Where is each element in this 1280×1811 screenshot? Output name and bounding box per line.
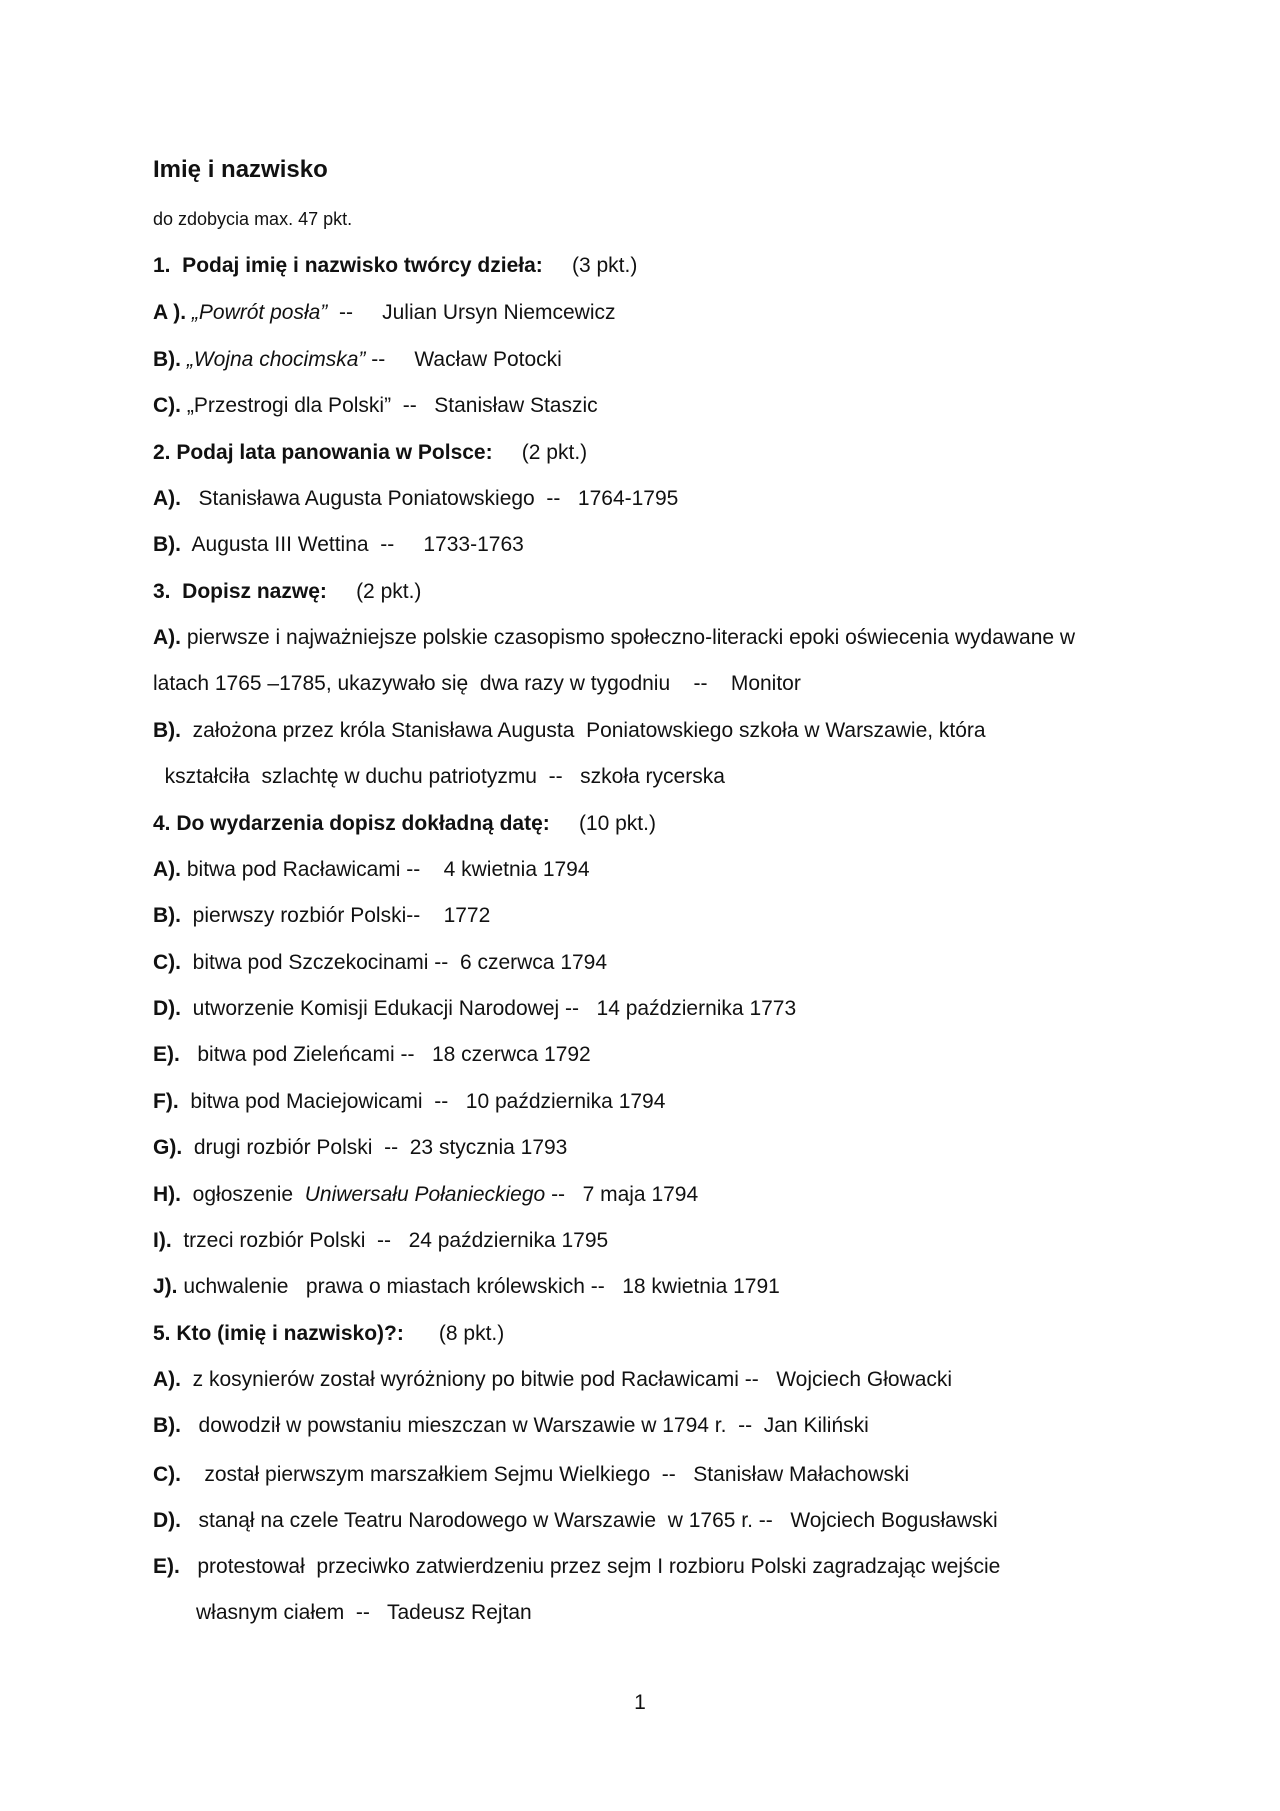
question-1-item-b: B). „Wojna chocimska” -- Wacław Potocki [153, 348, 562, 371]
question-4-item-i: I). trzeci rozbiór Polski -- 24 października 1795 [153, 1229, 609, 1252]
question-1-item-a: A ). „Powrót posła” -- Julian Ursyn Niemcewicz [153, 301, 616, 324]
question-2-item-a: A). Stanisława Augusta Poniatowskiego -- 1764-1795 [153, 487, 679, 510]
question-1-heading: 1. Podaj imię i nazwisko twórcy dzieła: (3 pkt.) [153, 254, 638, 277]
question-4-heading: 4. Do wydarzenia dopisz dokładną datę: (10 pkt.) [153, 812, 656, 835]
question-3-item-b-line2: kształciła szlachtę w duchu patriotyzmu -- szkoła rycerska [164, 765, 725, 788]
question-3-item-a-line1: A). pierwsze i najważniejsze polskie czasopismo społeczno-literacki epoki oświecenia wydawane w [153, 626, 1076, 649]
question-4-item-e: E). bitwa pod Zieleńcami -- 18 czerwca 1792 [153, 1043, 591, 1066]
question-1-item-c: C). „Przestrogi dla Polski” -- Stanisław Staszic [153, 394, 598, 417]
question-5-item-e-line1: E). protestował przeciwko zatwierdzeniu przez sejm I rozbioru Polski zagradzając wejście [153, 1555, 1001, 1578]
question-3-heading: 3. Dopisz nazwę: (2 pkt.) [153, 580, 422, 603]
question-5-item-b: B). dowodził w powstaniu mieszczan w Warszawie w 1794 r. -- Jan Kiliński [153, 1414, 869, 1437]
question-4-item-d: D). utworzenie Komisji Edukacji Narodowej -- 14 października 1773 [153, 997, 797, 1020]
question-2-heading: 2. Podaj lata panowania w Polsce: (2 pkt.) [153, 441, 588, 464]
page-number: 1 [634, 1691, 646, 1714]
question-5-item-e-line2: własnym ciałem -- Tadeusz Rejtan [196, 1601, 532, 1624]
question-4-item-g: G). drugi rozbiór Polski -- 23 stycznia 1793 [153, 1136, 568, 1159]
question-4-item-h: H). ogłoszenie Uniwersału Połanieckiego -- 7 maja 1794 [153, 1183, 699, 1206]
question-4-item-j: J). uchwalenie prawa o miastach królewskich -- 18 kwietnia 1791 [153, 1275, 780, 1298]
question-4-item-c: C). bitwa pod Szczekocinami -- 6 czerwca 1794 [153, 951, 608, 974]
question-5-heading: 5. Kto (imię i nazwisko)?: (8 pkt.) [153, 1322, 505, 1345]
question-2-item-b: B). Augusta III Wettina -- 1733-1763 [153, 533, 524, 556]
question-4-item-a: A). bitwa pod Racławicami -- 4 kwietnia 1794 [153, 858, 590, 881]
question-3-item-a-line2: latach 1765 –1785, ukazywało się dwa razy w tygodniu -- Monitor [153, 672, 801, 695]
question-4-item-b: B). pierwszy rozbiór Polski-- 1772 [153, 904, 491, 927]
question-4-item-f: F). bitwa pod Maciejowicami -- 10 października 1794 [153, 1090, 666, 1113]
question-3-item-b-line1: B). założona przez króla Stanisława Augusta Poniatowskiego szkoła w Warszawie, która [153, 719, 986, 742]
name-heading: Imię i nazwisko [153, 156, 328, 183]
points-total: do zdobycia max. 47 pkt. [153, 209, 353, 229]
question-5-item-c: C). został pierwszym marszałkiem Sejmu Wielkiego -- Stanisław Małachowski [153, 1463, 910, 1486]
question-5-item-d: D). stanął na czele Teatru Narodowego w Warszawie w 1765 r. -- Wojciech Bogusławski [153, 1509, 998, 1532]
question-5-item-a: A). z kosynierów został wyróżniony po bitwie pod Racławicami -- Wojciech Głowacki [153, 1368, 953, 1391]
